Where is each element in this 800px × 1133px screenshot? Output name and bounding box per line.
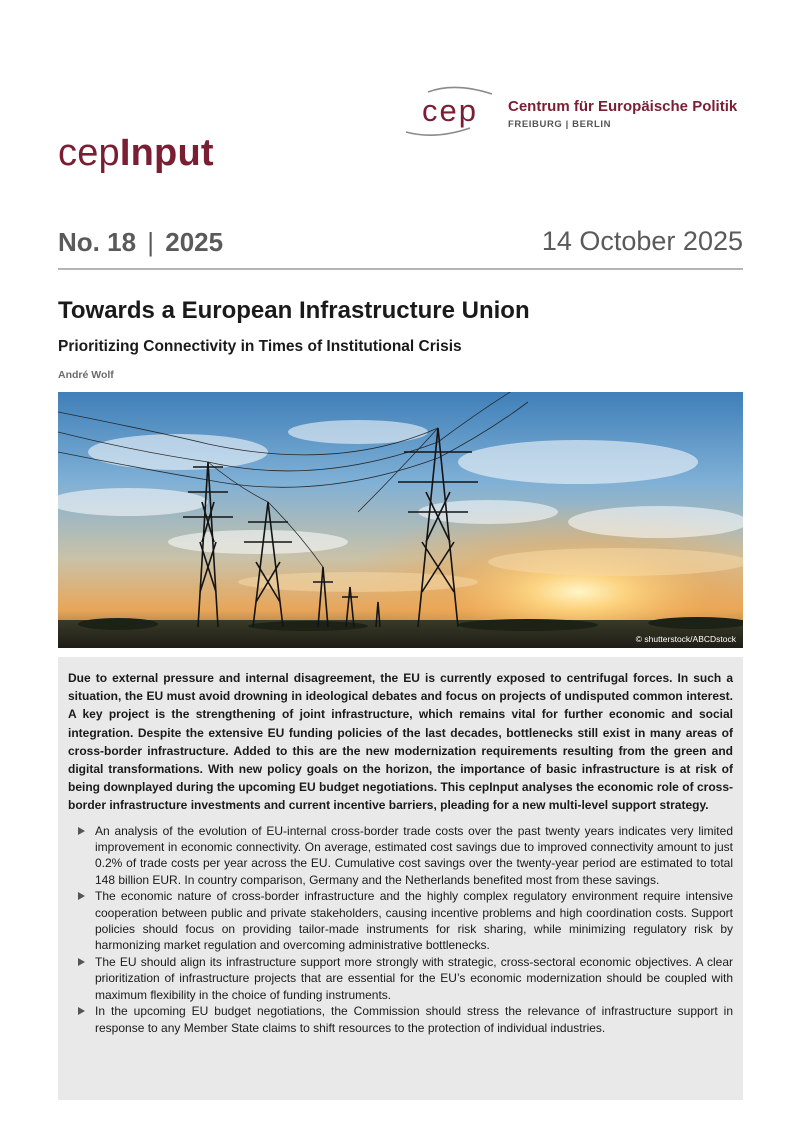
abstract-text: Due to external pressure and internal disagreement, the EU is currently exposed to centrifugal forces. In such a situation, the EU must avoid drowning in ideological debates and focus on projects of undisputed common interest. A key project is the strengthening of joint infrastructure, which remains vital for further economic and social integration. Despite the extensive EU funding policies of the last decades, bottlenecks still exist in many areas of cross-border infrastructure. Added to this are the new modernization requirements resulting from the green and digital transformations. With new policy goals on the horizon, the importance of basic infrastructure is at risk of being downplayed during the upcoming EU budget negotiations. This cepInput analyses the economic role of cross-border infrastructure investments and current incentive barriers, pleading for a new multi-level support strategy. <box>68 671 733 813</box>
power-pylons-image <box>58 392 743 648</box>
triangle-bullet-icon <box>78 958 85 966</box>
key-point <box>68 823 733 889</box>
series-name: Input <box>119 132 214 174</box>
logo-mark-text: cep <box>422 93 478 128</box>
key-point-text: The EU should align its infrastructure support more strongly with strategic, cross-sectoral economic objectives. A clear prioritization of infrastructure projects that are essential for the EU’s economic modernization should be coupled with maximum flexibility in the choice of funding instruments. <box>95 954 733 1002</box>
article-title: Towards a European Infrastructure Union <box>58 297 530 324</box>
organization-cities: FREIBURG | BERLIN <box>508 119 612 130</box>
series-prefix: cep <box>58 132 120 174</box>
key-point <box>68 954 733 1003</box>
issue-no: No. 18 <box>58 227 137 257</box>
cep-logo <box>400 84 745 140</box>
key-point-text: An analysis of the evolution of EU-internal cross-border trade costs over the past twenty years indicates very limited improvement in economic connectivity. On average, estimated cost savings due to improved connectivity amount to just 0.2% of trade costs per year across the EU. Cumulative cost savings over the twenty-year period are estimated to total 148 billion EUR. In country comparison, Germany and the Netherlands benefited most from these savings. <box>95 823 733 887</box>
image-credit: © shutterstock/ABCDstock <box>635 634 736 644</box>
divider <box>58 268 743 270</box>
triangle-bullet-icon <box>78 892 85 900</box>
issue-number: No. 18 | 2025 <box>58 227 224 257</box>
issue-date: 14 October 2025 <box>541 226 743 256</box>
key-point-text: The economic nature of cross-border infrastructure and the highly complex regulatory environment require intensive cooperation between public and private stakeholders, causing incentive problems and high coordination costs. Support policies should focus on providing tailor-made instruments for risk sharing, while minimizing regulatory risk by harmonizing market regulation and overcoming administrative bottlenecks. <box>95 889 733 953</box>
key-point <box>68 1003 733 1036</box>
article-author: André Wolf <box>58 369 114 381</box>
triangle-bullet-icon <box>78 1007 85 1015</box>
cover-photo <box>58 392 743 648</box>
key-point-text: In the upcoming EU budget negotiations, the Commission should stress the relevance of infrastructure support in response to any Member State claims to shift resources to the protection of individual industries. <box>95 1004 733 1035</box>
issue-year: 2025 <box>165 227 224 257</box>
cep-logo-mark <box>400 84 500 140</box>
triangle-bullet-icon <box>78 827 85 835</box>
article-subtitle: Prioritizing Connectivity in Times of Institutional Crisis <box>58 338 462 355</box>
key-point <box>68 888 733 954</box>
organization-name: Centrum für Europäische Politik <box>508 98 738 115</box>
key-points-list <box>68 823 733 1036</box>
series-title <box>58 132 214 175</box>
summary-box <box>58 657 743 1100</box>
